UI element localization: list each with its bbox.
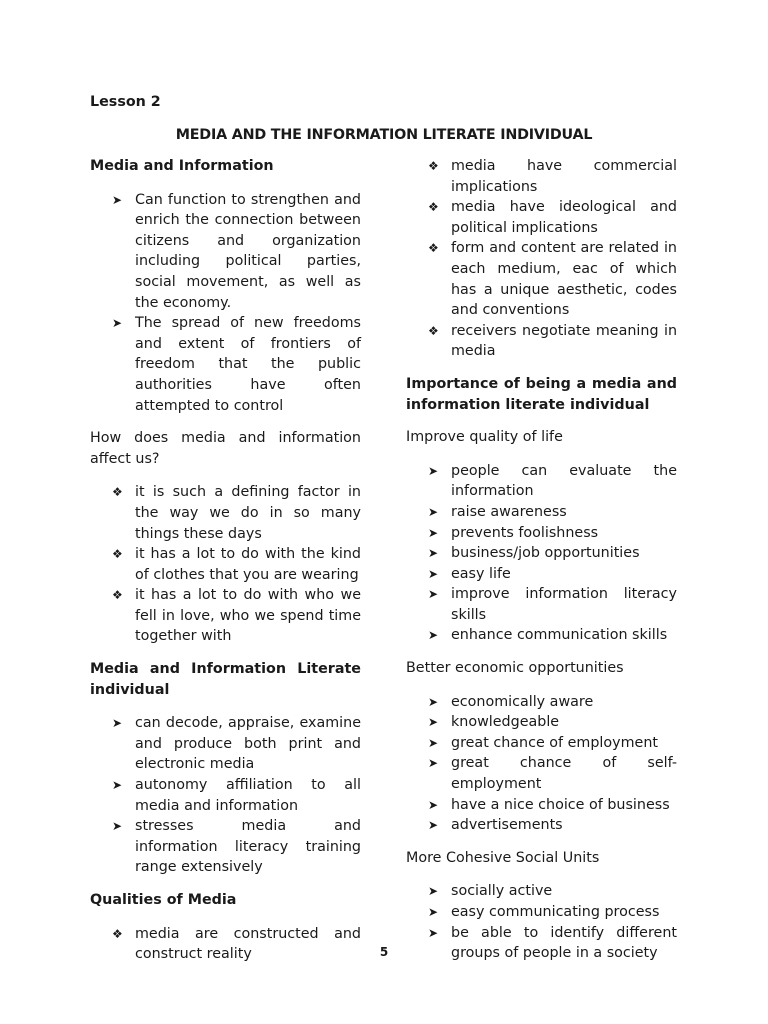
list-item xyxy=(428,692,677,713)
arrow-bullet-icon: ➤ xyxy=(428,628,439,643)
arrow-bullet-icon: ➤ xyxy=(112,192,123,207)
list-item xyxy=(428,197,677,238)
diamond-bullet-icon: ❖ xyxy=(112,926,123,941)
subheading-quality-of-life: Improve quality of life xyxy=(406,429,563,446)
arrow-bullet-icon: ➤ xyxy=(112,716,123,731)
list-item-text: great chance of self-employment xyxy=(451,755,677,793)
list-item xyxy=(428,156,677,197)
arrow-bullet-icon: ➤ xyxy=(428,525,439,540)
arrow-bullet-icon: ➤ xyxy=(428,694,439,709)
list-item-text: media have ideological and political implications xyxy=(451,199,677,236)
list-item-text: be able to identify different groups of people in a society xyxy=(451,924,677,962)
list-item xyxy=(428,564,677,585)
list-item xyxy=(428,461,677,502)
list-arrow-functions xyxy=(90,190,361,417)
list-item-text: it has a lot to do with the kind of clothes that you are wearing xyxy=(135,546,361,583)
list-item xyxy=(428,881,677,902)
list-item-text: economically aware xyxy=(451,693,594,710)
diamond-bullet-icon: ❖ xyxy=(428,200,439,215)
section-heading-qualities: Qualities of Media xyxy=(90,892,237,908)
list-item-text: media have commercial implications xyxy=(451,158,677,195)
list-item-text: it is such a defining factor in the way we do in so many things these days xyxy=(135,484,361,542)
arrow-bullet-icon: ➤ xyxy=(428,587,439,602)
list-item-text: autonomy affiliation to all media and information xyxy=(135,777,361,814)
arrow-bullet-icon: ➤ xyxy=(428,756,439,771)
list-item xyxy=(112,775,361,816)
list-item-text: form and content are related in each medium, eac of which has a unique aesthetic, codes and conventions xyxy=(451,240,677,319)
list-item-text: great chance of employment xyxy=(451,734,658,751)
list-item-text: easy communicating process xyxy=(451,904,660,920)
arrow-bullet-icon: ➤ xyxy=(428,504,439,519)
diamond-bullet-icon: ❖ xyxy=(112,588,123,603)
arrow-bullet-icon: ➤ xyxy=(428,818,439,833)
list-item xyxy=(428,523,677,544)
arrow-bullet-icon: ➤ xyxy=(428,905,439,919)
list-item xyxy=(428,238,677,320)
subheading-social-units: More Cohesive Social Units xyxy=(406,849,600,866)
list-item xyxy=(428,502,677,523)
list-item-text: Can function to strengthen and enrich the connection between citizens and organization including political parties, social movement, as well as the economy. xyxy=(135,191,361,311)
list-item xyxy=(428,543,677,564)
page-title: MEDIA AND THE INFORMATION LITERATE INDIVIDUAL xyxy=(175,127,593,143)
list-item xyxy=(428,321,677,362)
arrow-bullet-icon: ➤ xyxy=(428,925,439,940)
diamond-bullet-icon: ❖ xyxy=(428,323,439,338)
list-item xyxy=(112,482,361,544)
list-item xyxy=(112,544,361,585)
list-item xyxy=(112,190,361,314)
diamond-bullet-icon: ❖ xyxy=(428,159,439,173)
diamond-bullet-icon: ❖ xyxy=(112,485,123,500)
list-item-text: socially active xyxy=(451,883,553,900)
arrow-bullet-icon: ➤ xyxy=(112,778,123,793)
diamond-bullet-icon: ❖ xyxy=(112,547,123,562)
section-heading-media-information: Media and Information xyxy=(90,158,274,174)
list-item-text: have a nice choice of business xyxy=(451,796,670,813)
list-arrow-economic xyxy=(406,692,677,836)
section-heading-literate-individual: Media and Information Literate individual xyxy=(90,661,361,698)
list-arrow-quality-of-life xyxy=(406,461,677,646)
list-item-text: The spread of new freedoms and extent of frontiers of freedom that the public authorities have often attempted to control xyxy=(135,315,361,414)
arrow-bullet-icon: ➤ xyxy=(428,715,439,730)
diamond-bullet-icon: ❖ xyxy=(428,241,439,256)
left-column xyxy=(90,156,361,965)
arrow-bullet-icon: ➤ xyxy=(428,546,439,561)
page-number: 5 xyxy=(379,945,389,959)
list-item-text: improve information literacy skills xyxy=(451,586,677,623)
question-text: How does media and information affect us? xyxy=(90,430,361,467)
list-item xyxy=(428,815,677,836)
list-item xyxy=(112,816,361,878)
list-item-text: receivers negotiate meaning in media xyxy=(451,322,677,360)
arrow-bullet-icon: ➤ xyxy=(428,797,439,812)
arrow-bullet-icon: ➤ xyxy=(428,566,439,581)
list-item-text: knowledgeable xyxy=(451,714,560,731)
list-item xyxy=(112,313,361,416)
list-item xyxy=(428,625,677,646)
list-diamond-effects xyxy=(90,482,361,647)
list-diamond-qualities-continued xyxy=(406,156,677,362)
arrow-bullet-icon: ➤ xyxy=(428,735,439,750)
list-item-text: business/job opportunities xyxy=(451,545,640,562)
list-item xyxy=(428,902,677,923)
list-item xyxy=(428,753,677,794)
section-heading-importance: Importance of being a media and information literate individual xyxy=(406,375,677,413)
arrow-bullet-icon: ➤ xyxy=(428,884,439,899)
list-arrow-literate xyxy=(90,713,361,878)
arrow-bullet-icon: ➤ xyxy=(428,463,439,478)
arrow-bullet-icon: ➤ xyxy=(112,819,123,834)
list-item-text: can decode, appraise, examine and produce both print and electronic media xyxy=(135,715,361,773)
list-item-text: prevents foolishness xyxy=(451,524,599,541)
list-item-text: media are constructed and construct reality xyxy=(135,925,361,963)
list-item-text: advertisements xyxy=(451,817,563,834)
list-item xyxy=(112,585,361,647)
list-item-text: people can evaluate the information xyxy=(451,462,677,500)
list-item xyxy=(112,713,361,775)
list-item xyxy=(428,733,677,754)
list-item xyxy=(428,584,677,625)
arrow-bullet-icon: ➤ xyxy=(112,316,123,331)
list-item-text: easy life xyxy=(451,565,511,582)
subheading-economic-opportunities: Better economic opportunities xyxy=(406,660,624,677)
right-column xyxy=(406,156,677,964)
list-item-text: raise awareness xyxy=(451,503,567,520)
list-item xyxy=(428,712,677,733)
list-item-text: it has a lot to do with who we fell in love, who we spend time together with xyxy=(135,587,361,645)
list-item-text: enhance communication skills xyxy=(451,627,668,644)
list-item xyxy=(428,795,677,816)
list-item-text: stresses media and information literacy training range extensively xyxy=(135,818,361,876)
lesson-label: Lesson 2 xyxy=(90,94,161,110)
